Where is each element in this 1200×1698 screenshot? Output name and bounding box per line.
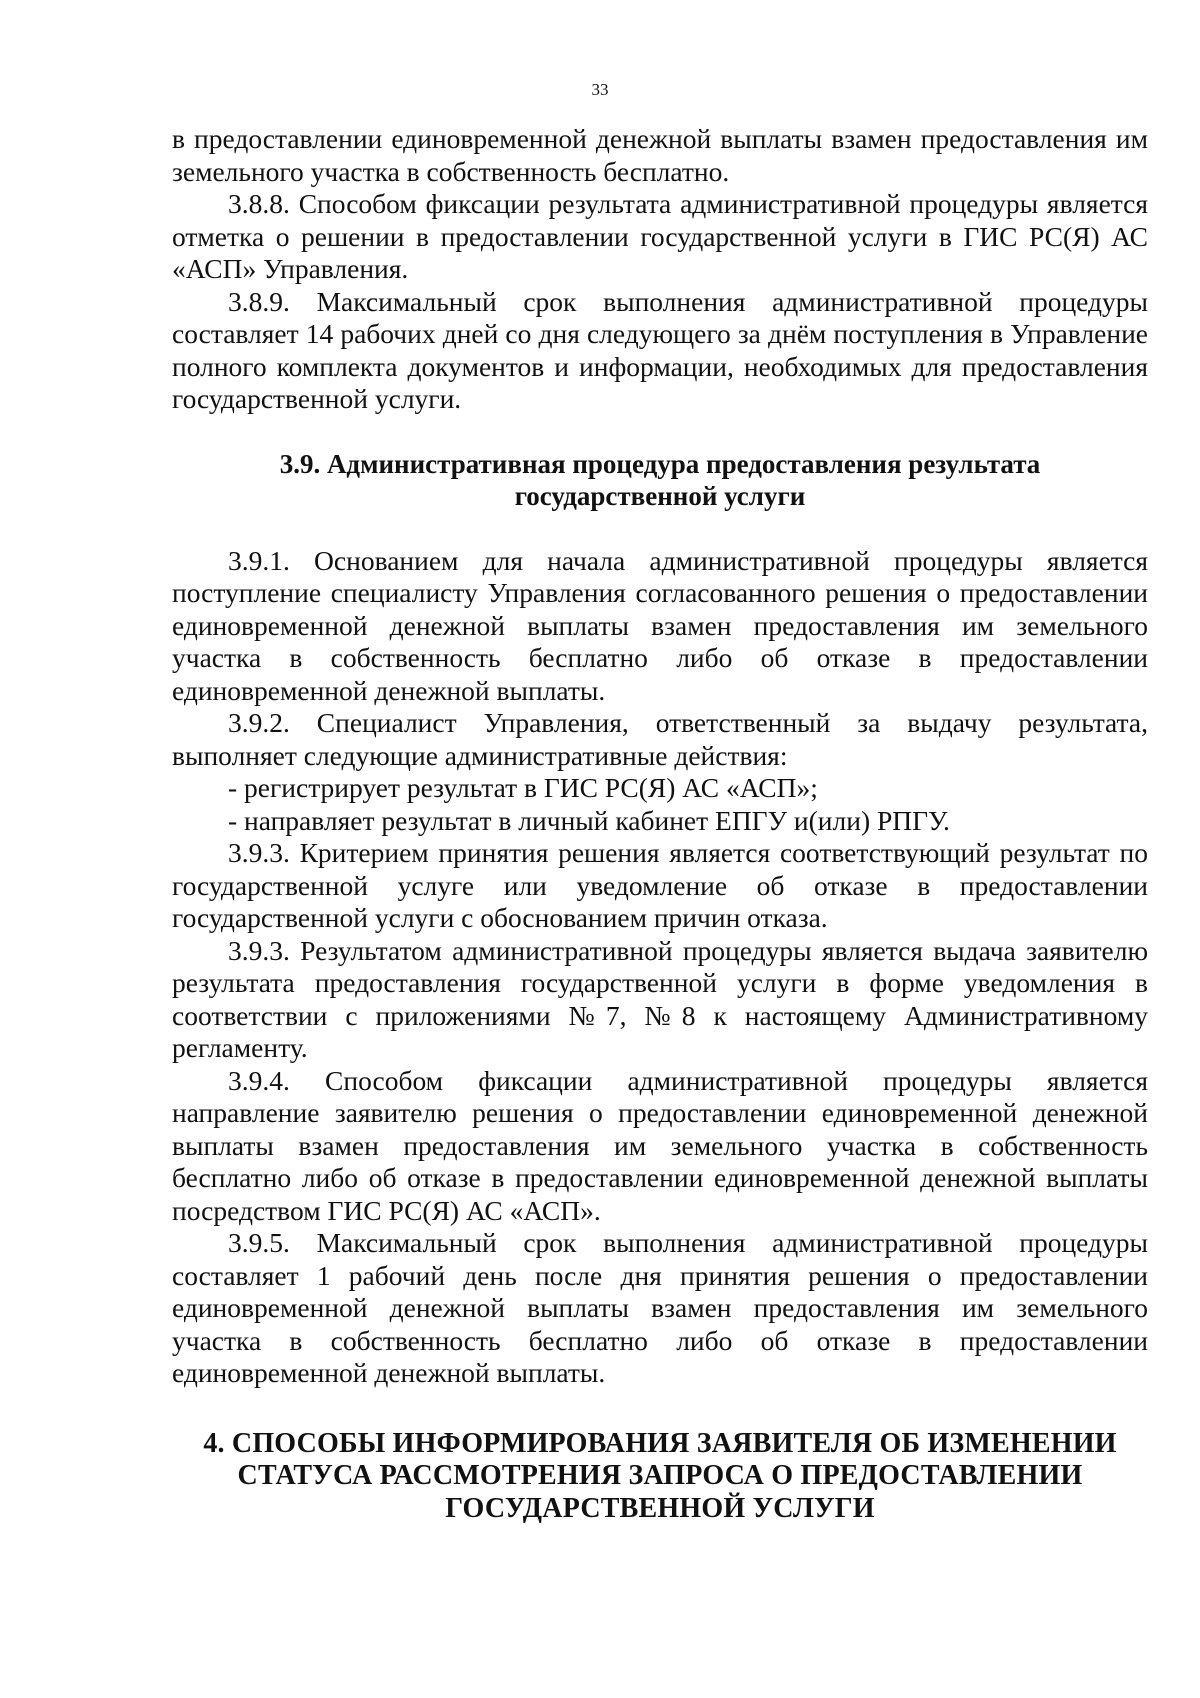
paragraph-continuation: в предоставлении единовременной денежной выплаты взамен предоставления им земельного участка в собственность бесплатно. xyxy=(172,123,1148,187)
section-heading-3-9-line2: государственной услуги xyxy=(514,481,806,511)
paragraph-3-9-4: 3.9.4. Способом фиксации административной процедуры является направление заявителю решения о предоставлении единовременной денежной выплаты взамен предоставления им земельного участка в собственность бесплатно либо об отказе в предоставлении единовременной денежной выплаты посредством ГИС РС(Я) АС «АСП». xyxy=(172,1064,1148,1226)
paragraph-3-9-3-criterion: 3.9.3. Критерием принятия решения является соответствующий результат по государственной услуге или уведомление об отказе в предоставлении государственной услуги с обоснованием причин отказа. xyxy=(172,837,1148,933)
section-heading-3-9 xyxy=(172,448,1148,513)
list-item-send: - направляет результат в личный кабинет ЕПГУ и(или) РПГУ. xyxy=(228,804,950,836)
section-heading-4-line3: ГОСУДАРСТВЕННОЙ УСЛУГИ xyxy=(445,1492,875,1524)
paragraph-3-9-2: 3.9.2. Специалист Управления, ответственный за выдачу результата, выполняет следующие административные действия: xyxy=(172,707,1148,771)
section-heading-4 xyxy=(172,1428,1148,1526)
list-item-register: - регистрирует результат в ГИС РС(Я) АС «АСП»; xyxy=(228,772,818,803)
section-heading-4-line2: СТАТУСА РАССМОТРЕНИЯ ЗАПРОСА О ПРЕДОСТАВЛЕНИИ xyxy=(237,1460,1083,1491)
page-number: 33 xyxy=(591,80,609,99)
paragraph-3-8-9: 3.8.9. Максимальный срок выполнения административной процедуры составляет 14 рабочих дней со дня следующего за днём поступления в Управление полного комплекта документов и информации, необходимых для предоставления государственной услуги. xyxy=(172,285,1148,414)
section-heading-3-9-line1: 3.9. Административная процедура предоставления результата xyxy=(279,448,1041,479)
document-body xyxy=(172,123,1148,1525)
section-heading-4-line1: 4. СПОСОБЫ ИНФОРМИРОВАНИЯ ЗАЯВИТЕЛЯ ОБ ИЗМЕНЕНИИ xyxy=(203,1427,1117,1459)
paragraph-3-9-3-result: 3.9.3. Результатом административной процедуры является выдача заявителю результата предоставления государственной услуги в форме уведомления в соответствии с приложениями №7, №8 к настоящему Административному регламенту. xyxy=(172,934,1148,1063)
paragraph-3-9-5: 3.9.5. Максимальный срок выполнения административной процедуры составляет 1 рабочий день после дня принятия решения о предоставлении единовременной денежной выплаты взамен предоставления им земельного участка в собственность бесплатно либо об отказе в предоставлении единовременной денежной выплаты. xyxy=(172,1227,1148,1388)
paragraph-3-9-1: 3.9.1. Основанием для начала административной процедуры является поступление специалисту Управления согласованного решения о предоставлении единовременной денежной выплаты взамен предоставления им земельного участка в собственность бесплатно либо об отказе в предоставлении единовременной денежной выплаты. xyxy=(172,544,1148,706)
paragraph-3-8-8: 3.8.8. Способом фиксации результата административной процедуры является отметка о решении в предоставлении государственной услуги в ГИС РС(Я) АС «АСП» Управления. xyxy=(172,188,1148,284)
